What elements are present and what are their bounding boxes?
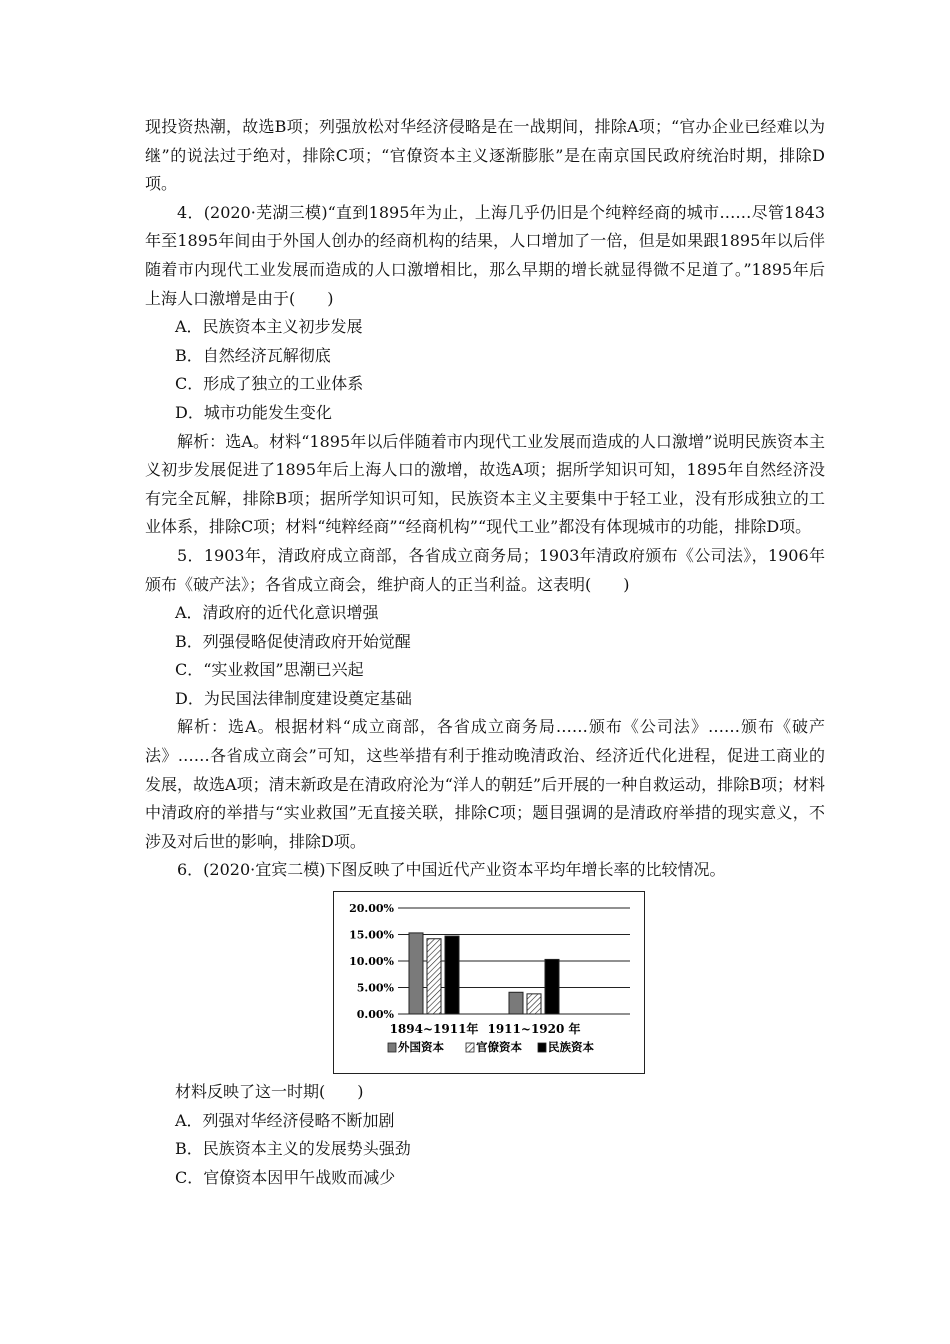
question-4-option-d: D．城市功能发生变化 (175, 402, 332, 422)
y-tick-label: 10.00% (349, 955, 394, 969)
y-tick-label: 20.00% (349, 902, 394, 916)
x-tick-label: 1911~1920 年 (487, 1022, 581, 1037)
y-tick-label: 15.00% (349, 928, 394, 942)
bar-官僚资本 (527, 994, 541, 1014)
question-5-analysis: 解析：选A。根据材料“成立商部，各省成立商务局……颁布《公司法》……颁布《破产法》……各省成立商会”可知，这些举措有利于推动晚清政治、经济近代化进程，促进工商业的发展，故选A项；清末新政是在清政府沦为“洋人的朝廷”后开展的一种自救运动，排除B项；材料中清政府的举措与“实业救国”无直接关联，排除C项；题目强调的是清政府举措的现实意义，不涉及对后世的影响，排除D项。 (145, 717, 825, 851)
document-page (145, 113, 825, 1192)
legend-swatch (466, 1043, 474, 1052)
bar-民族资本 (445, 936, 459, 1014)
question-4-option-a: A．民族资本主义初步发展 (175, 317, 363, 337)
legend-swatch (538, 1043, 546, 1052)
question-5-stem: 5．1903年，清政府成立商部，各省成立商务局；1903年清政府颁布《公司法》，1906年颁布《破产法》；各省成立商会，维护商人的正当利益。这表明( ) (145, 545, 825, 594)
question-6-option-c: C．官僚资本因甲午战败而减少 (175, 1167, 396, 1187)
question-5-option-b: B．列强侵略促使清政府开始觉醒 (175, 631, 411, 651)
question-5-option-d: D．为民国法律制度建设奠定基础 (175, 688, 412, 708)
bar-外国资本 (409, 933, 423, 1014)
question-6-option-b: B．民族资本主义的发展势头强劲 (175, 1139, 411, 1159)
paragraph-continuation: 现投资热潮，故选B项；列强放松对华经济侵略是在一战期间，排除A项；“官办企业已经难以为继”的说法过于绝对，排除C项；“官僚资本主义逐渐膨胀”是在南京国民政府统治时期，排除D项。 (145, 117, 825, 194)
question-4-option-c: C．形成了独立的工业体系 (175, 374, 364, 394)
chart-canvas (334, 892, 644, 1073)
bar-民族资本 (545, 959, 559, 1014)
bar-外国资本 (509, 992, 523, 1014)
question-4-analysis: 解析：选A。材料“1895年以后伴随着市内现代工业发展而造成的人口激增”说明民族资本主义初步发展促进了1895年后上海人口的激增，故选A项；据所学知识可知，1895年自然经济没有完全瓦解，排除B项；据所学知识可知，民族资本主义主要集中于轻工业，没有形成独立的工业体系，排除C项；材料“纯粹经商”“经商机构”“现代工业”都没有体现城市的功能，排除D项。 (145, 431, 825, 537)
question-6-stem: 6．(2020·宜宾二模)下图反映了中国近代产业资本平均年增长率的比较情况。 (177, 860, 726, 880)
y-tick-label: 5.00% (356, 981, 394, 995)
question-6-option-a: A．列强对华经济侵略不断加剧 (175, 1110, 395, 1130)
question-5-option-c: C．“实业救国”思潮已兴起 (175, 660, 364, 680)
legend-label: 外国资本 (398, 1040, 444, 1055)
x-tick-label: 1894~1911年 (389, 1022, 479, 1037)
y-tick-label: 0.00% (356, 1008, 394, 1022)
question-4-stem: 4．(2020·芜湖三模)“直到1895年为止，上海几乎仍旧是个纯粹经商的城市……尽管1843年至1895年间由于外国人创办的经商机构的结果，人口增加了一倍，但是如果跟1895年以后伴随着市内现代工业发展而造成的人口激增相比，那么早期的增长就显得微不足道了。”1895年后上海人口激增是由于( ) (145, 202, 825, 308)
question-4-option-b: B．自然经济瓦解彻底 (175, 345, 331, 365)
legend-swatch (388, 1043, 396, 1052)
legend-label: 民族资本 (548, 1040, 594, 1055)
question-5-option-a: A．清政府的近代化意识增强 (175, 603, 379, 623)
legend-label: 官僚资本 (476, 1040, 522, 1055)
bar-chart (333, 891, 645, 1074)
question-6-prompt: 材料反映了这一时期( ) (175, 1082, 364, 1102)
bar-官僚资本 (427, 939, 441, 1014)
